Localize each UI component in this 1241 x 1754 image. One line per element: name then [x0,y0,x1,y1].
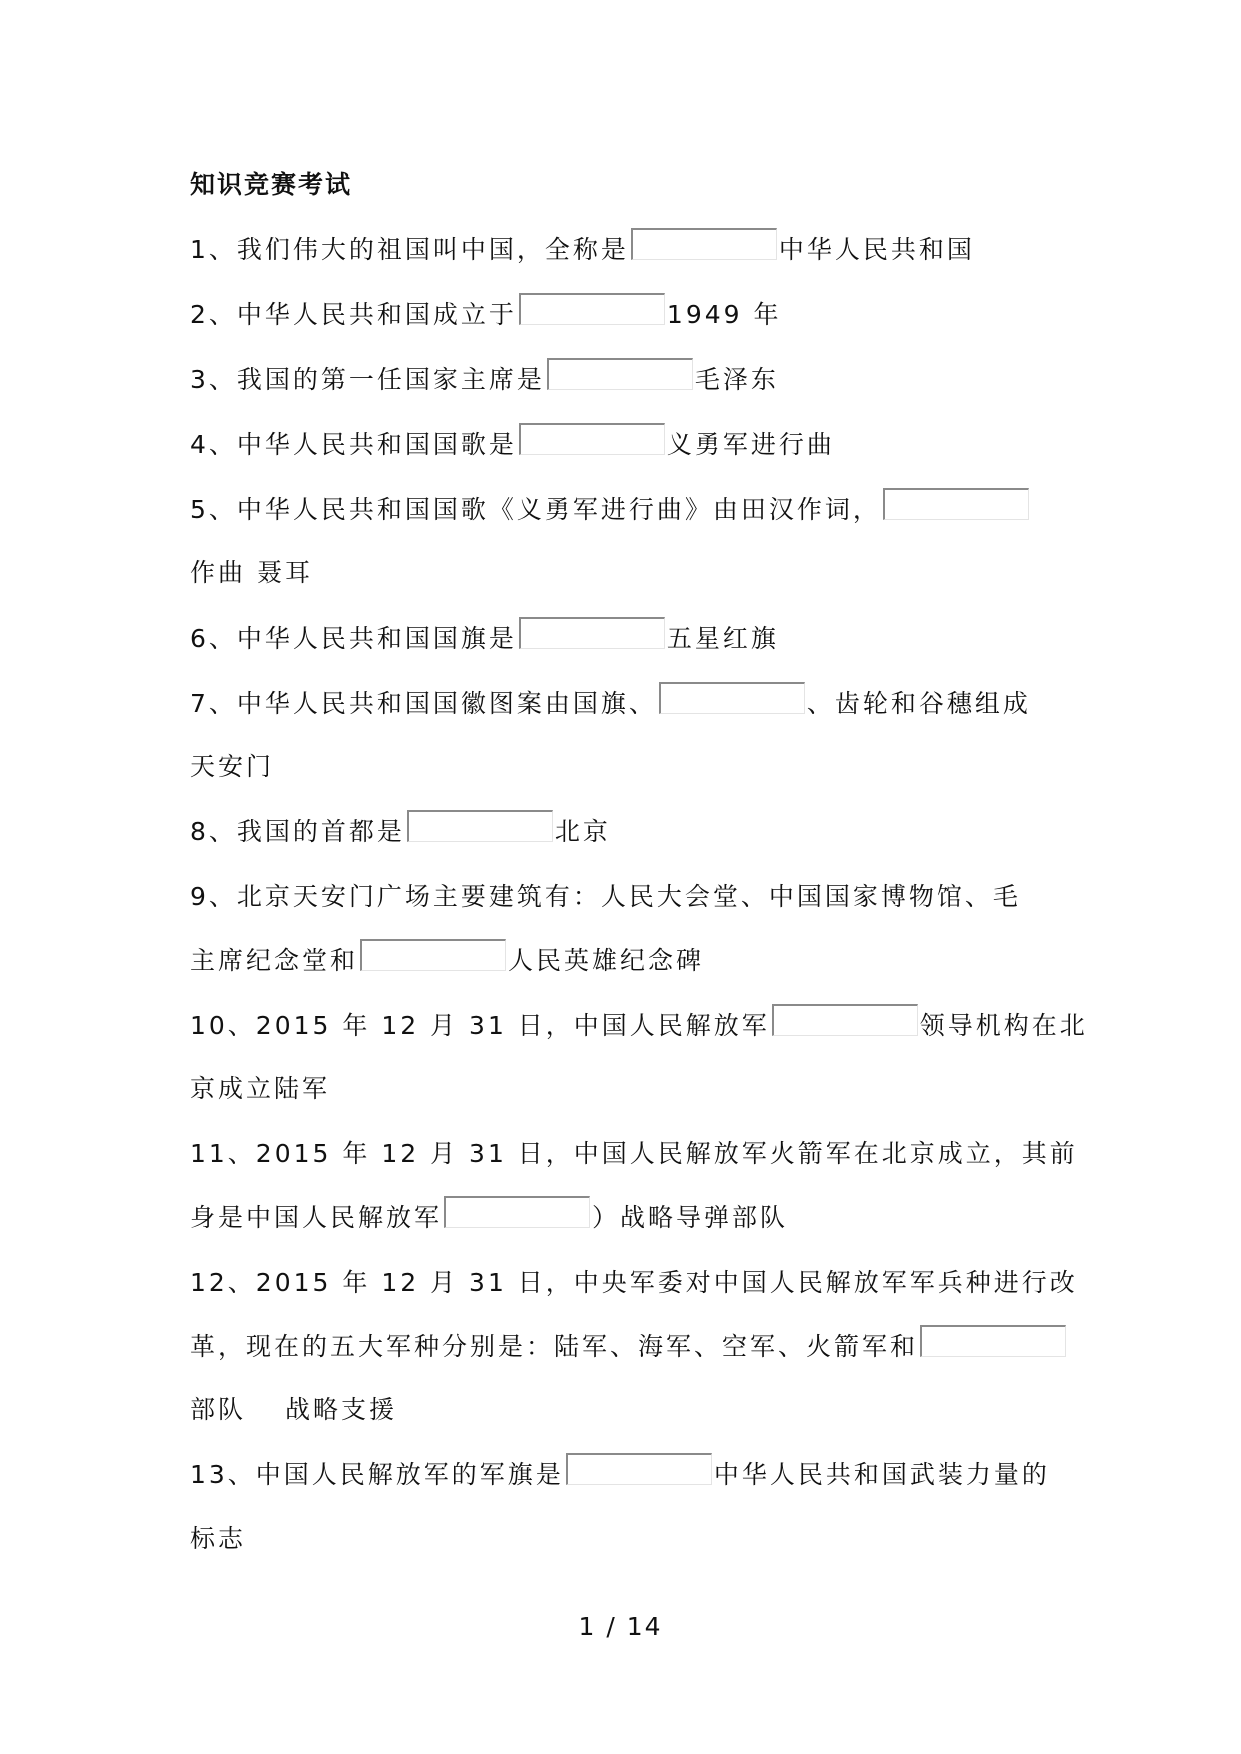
answer-text: ）战略导弹部队 [592,1203,789,1232]
question-2 [190,298,782,332]
question-13-line-2 [190,1522,246,1556]
question-text: 11、2015 年 12 月 31 日，中国人民解放军火箭军在北京成立，其前 [190,1139,1078,1168]
question-5-line-2 [190,556,313,590]
page-number: 1 / 14 [578,1612,663,1641]
question-5 [190,493,1031,527]
question-text: 13、中国人民解放军的军旗是 [190,1460,564,1489]
answer-field[interactable] [566,1453,712,1485]
answer-text: 义勇军进行曲 [666,430,835,459]
question-text-tail: 标志 [190,1524,247,1553]
question-text: 9、北京天安门广场主要建筑有：人民大会堂、中国国家博物馆、毛 [190,882,1021,911]
answer-field[interactable] [547,358,693,390]
question-9-line-2 [190,944,704,978]
question-text: 10、2015 年 12 月 31 日，中国人民解放军 [190,1011,770,1040]
answer-field[interactable] [631,228,777,260]
answer-text: 人民英雄纪念碑 [508,946,705,975]
answer-field[interactable] [360,939,506,971]
question-11-line-2 [190,1201,788,1235]
answer-text: 京成立陆军 [190,1074,331,1103]
question-9 [190,880,1021,914]
answer-field[interactable] [519,617,665,649]
question-8 [190,815,611,849]
question-text: 2、中华人民共和国成立于 [190,300,517,329]
answer-text: 五星红旗 [666,624,779,653]
answer-text: 毛泽东 [694,365,779,394]
answer-text: 1949 年 [666,300,782,329]
answer-field[interactable] [519,293,665,325]
question-7-line-2 [190,750,274,784]
question-12-line-3 [190,1393,397,1427]
answer-field[interactable] [519,423,665,455]
question-text: 3、我国的第一任国家主席是 [190,365,545,394]
page-title: 知识竞赛考试 [190,170,353,199]
question-11 [190,1137,1078,1171]
question-text: 6、中华人民共和国国旗是 [190,624,517,653]
question-text-tail: 中华人民共和国武装力量的 [713,1460,1050,1489]
question-1 [190,233,975,267]
question-4 [190,428,835,462]
question-10 [190,1009,1088,1043]
question-text: 12、2015 年 12 月 31 日，中央军委对中国人民解放军军兵种进行改 [190,1268,1078,1297]
answer-field[interactable] [920,1325,1066,1357]
answer-text: 部队 战略支援 [190,1395,397,1424]
question-text-tail: 领导机构在北 [919,1011,1088,1040]
question-text: 4、中华人民共和国国歌是 [190,430,517,459]
answer-field[interactable] [659,682,805,714]
question-text: 革，现在的五大军种分别是：陆军、海军、空军、火箭军和 [190,1332,919,1361]
question-7 [190,687,1031,721]
question-12 [190,1266,1078,1300]
answer-text: 中华人民共和国 [778,235,975,264]
question-3 [190,363,779,397]
question-text: 1、我们伟大的祖国叫中国，全称是 [190,235,629,264]
answer-field[interactable] [444,1196,590,1228]
question-text: 8、我国的首都是 [190,817,405,846]
question-6 [190,622,779,656]
question-10-line-2 [190,1072,330,1106]
answer-text: 北京 [554,817,611,846]
answer-field[interactable] [407,810,553,842]
question-13 [190,1458,1050,1492]
answer-field[interactable] [883,488,1029,520]
question-text-tail: 、齿轮和谷穗组成 [806,689,1031,718]
question-12-line-2 [190,1330,1068,1364]
question-text: 7、中华人民共和国国徽图案由国旗、 [190,689,657,718]
answer-text: 作曲 聂耳 [190,558,313,587]
question-text: 身是中国人民解放军 [190,1203,443,1232]
answer-field[interactable] [772,1004,918,1036]
question-text: 主席纪念堂和 [190,946,359,975]
answer-text: 天安门 [190,752,275,781]
question-text: 5、中华人民共和国国歌《义勇军进行曲》由田汉作词， [190,495,881,524]
